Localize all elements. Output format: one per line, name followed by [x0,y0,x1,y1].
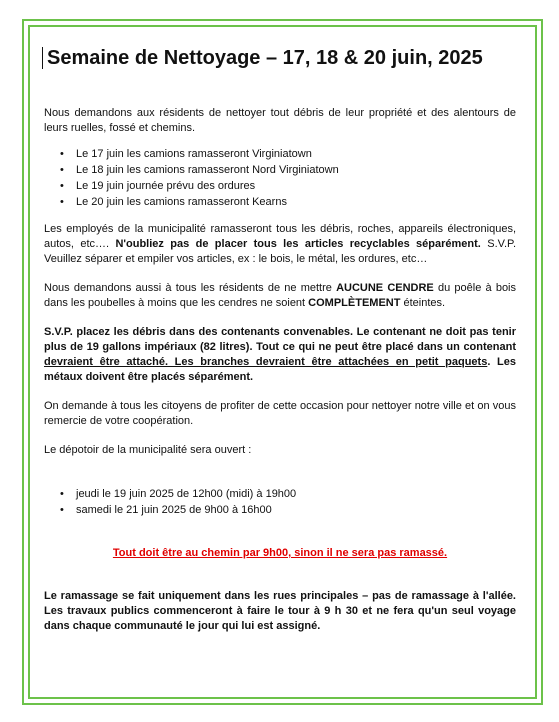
ashes-paragraph [44,281,516,311]
pickup-date-item: • Le 18 juin les camions ramasseront Nord Virginiatown [76,162,516,178]
citizens-paragraph: On demande à tous les citoyens de profiter de cette occasion pour nettoyer notre ville et on vous remercie de votre coopération. [44,400,516,427]
pickup-dates-list [44,146,516,210]
dump-hours-list [44,486,516,518]
intro-paragraph: Nous demandons aux résidents de nettoyer tout débris de leur propriété et des alentours de leurs ruelles, fossé et chemins. [44,107,516,134]
text-cursor [42,47,43,69]
dump-hours-item: • jeudi le 19 juin 2025 de 12h00 (midi) à 19h00 [76,486,516,502]
dump-intro: Le dépotoir de la municipalité sera ouvert : [44,444,252,456]
containers-text-underline: devraient être attaché. Les branches devraient être attachées en petit paquets [44,356,488,368]
employees-text-1: Les employés de la municipalité ramasseront tous les débris, roches, appareils électroniques, autos, etc…. [44,223,516,250]
document-title [44,44,516,72]
containers-text-3: . Les métaux doivent être placés séparément. [44,356,516,383]
ashes-text-bold-2: COMPLÈTEMENT [308,297,401,309]
employees-text-3: S.V.P. Veuillez séparer et empiler vos articles, ex : le bois, le métal, les ordures, etc… [44,238,516,265]
employees-text-bold: N'oubliez pas de placer tous les articles recyclables séparément. [115,238,481,250]
ashes-text-1: Nous demandons aussi à tous les résidents de ne mettre [44,282,337,294]
closing-paragraph: Le ramassage se fait uniquement dans les rues principales – pas de ramassage à l'allée. Les travaux publics commenceront à faire le tour à 9 h 30 et ne fera qu'un seul voyage dans chaque communauté le jour qui lui est assigné. [44,590,516,632]
document-body [44,44,516,634]
employees-paragraph [44,222,516,267]
pickup-date-item: • Le 17 juin les camions ramasseront Virginiatown [76,146,516,162]
containers-paragraph [44,325,516,385]
pickup-date-item: • Le 20 juin les camions ramasseront Kearns [76,194,516,210]
dump-hours-item: • samedi le 21 juin 2025 de 9h00 à 16h00 [76,502,516,518]
ashes-text-3: du poêle à bois dans les poubelles à moins que les cendres ne soient [44,282,516,309]
document-title-text: Semaine de Nettoyage – 17, 18 & 20 juin, 2025 [47,47,483,69]
ashes-text-5: éteintes. [400,297,446,309]
pickup-date-item: • Le 19 juin journée prévu des ordures [76,178,516,194]
warning-notice: Tout doit être au chemin par 9h00, sinon il ne sera pas ramassé. [112,547,448,559]
containers-text-1: S.V.P. placez les débris dans des contenants convenables. Le contenant ne doit pas tenir plus de 19 gallons impériaux (82 litres). Tout ce qui ne peut être placé dans un contenant [44,326,516,353]
ashes-text-bold-1: AUCUNE CENDRE [336,282,434,294]
